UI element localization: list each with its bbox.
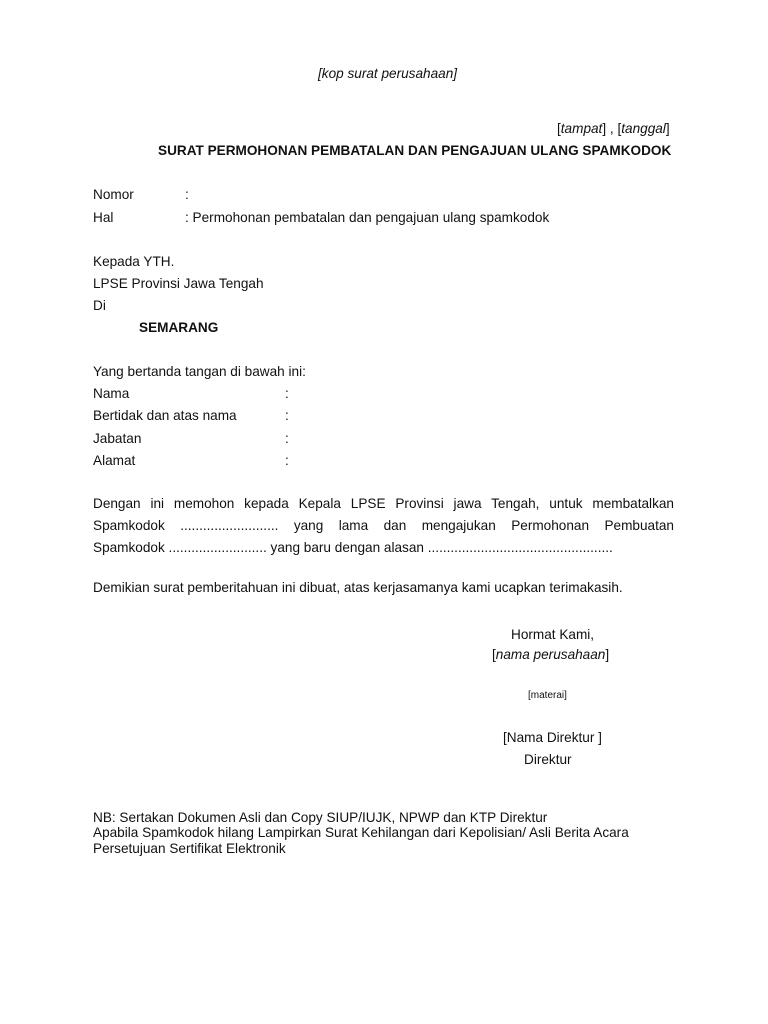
- letterhead-placeholder: [kop surat perusahaan]: [318, 66, 458, 81]
- recipient-line-1: Kepada YTH.: [93, 254, 175, 269]
- director-title: Direktur: [524, 752, 572, 767]
- stamp-placeholder: [materai]: [528, 690, 567, 701]
- header-field-hal: [93, 210, 550, 226]
- signature-greeting: Hormat Kami,: [511, 627, 595, 642]
- note-line-2: Apabila Spamkodok hilang Lampirkan Surat Kehilangan dari Kepolisian/ Asli Berita Acara: [93, 825, 629, 840]
- recipient-line-2: LPSE Provinsi Jawa Tengah: [93, 276, 264, 291]
- identity-field-label: Jabatan: [93, 431, 142, 446]
- header-field-nomor: [93, 187, 189, 203]
- identity-field-value: :: [285, 453, 289, 468]
- recipient-city: SEMARANG: [139, 320, 219, 335]
- identity-field-label: Bertidak dan atas nama: [93, 408, 237, 423]
- identity-field-label: Nama: [93, 386, 130, 401]
- identity-field-value: :: [285, 386, 289, 401]
- company-bracket-close: ]: [605, 647, 610, 662]
- header-field-value: :: [185, 187, 189, 202]
- note-line-3: Persetujuan Sertifikat Elektronik: [93, 841, 286, 856]
- identity-field-value: :: [285, 431, 289, 446]
- place-date-close: ]: [665, 121, 670, 136]
- company-placeholder: nama perusahaan: [495, 647, 606, 662]
- identity-field-atas-nama: [93, 408, 289, 424]
- place-date-open: [: [557, 121, 561, 136]
- letter-title: SURAT PERMOHONAN PEMBATALAN DAN PENGAJUAN ULANG SPAMKODOK: [158, 143, 672, 158]
- identity-field-jabatan: [93, 431, 289, 447]
- company-bracket-open: [: [492, 647, 496, 662]
- place-date-separator: ] , [: [602, 121, 622, 136]
- recipient-line-3: Di: [93, 298, 106, 313]
- identity-field-alamat: [93, 453, 289, 469]
- director-name-placeholder: [Nama Direktur ]: [503, 730, 602, 745]
- date-placeholder: tanggal: [621, 121, 666, 136]
- closing-text: Demikian surat pemberitahuan ini dibuat, atas kerjasamanya kami ucapkan terimakasih.: [93, 580, 623, 595]
- body-paragraph-line-3: Spamkodok .......................... yang baru dengan alasan .................................................: [93, 540, 613, 555]
- body-paragraph-line-2: Spamkodok .......................... yang lama dan mengajukan Permohonan Pembuatan: [93, 518, 674, 533]
- header-field-label: Hal: [93, 210, 114, 225]
- header-field-label: Nomor: [93, 187, 134, 202]
- identity-field-nama: [93, 386, 289, 402]
- header-field-value: : Permohonan pembatalan dan pengajuan ulang spamkodok: [185, 210, 550, 225]
- note-line-1: NB: Sertakan Dokumen Asli dan Copy SIUP/IUJK, NPWP dan KTP Direktur: [93, 810, 548, 825]
- signature-company: [492, 647, 609, 663]
- place-date: [557, 121, 670, 137]
- identity-field-label: Alamat: [93, 453, 136, 468]
- intro-text: Yang bertanda tangan di bawah ini:: [93, 364, 306, 379]
- body-paragraph-line-1: Dengan ini memohon kepada Kepala LPSE Provinsi jawa Tengah, untuk membatalkan: [93, 496, 674, 511]
- identity-field-value: :: [285, 408, 289, 423]
- place-placeholder: tampat: [560, 121, 603, 136]
